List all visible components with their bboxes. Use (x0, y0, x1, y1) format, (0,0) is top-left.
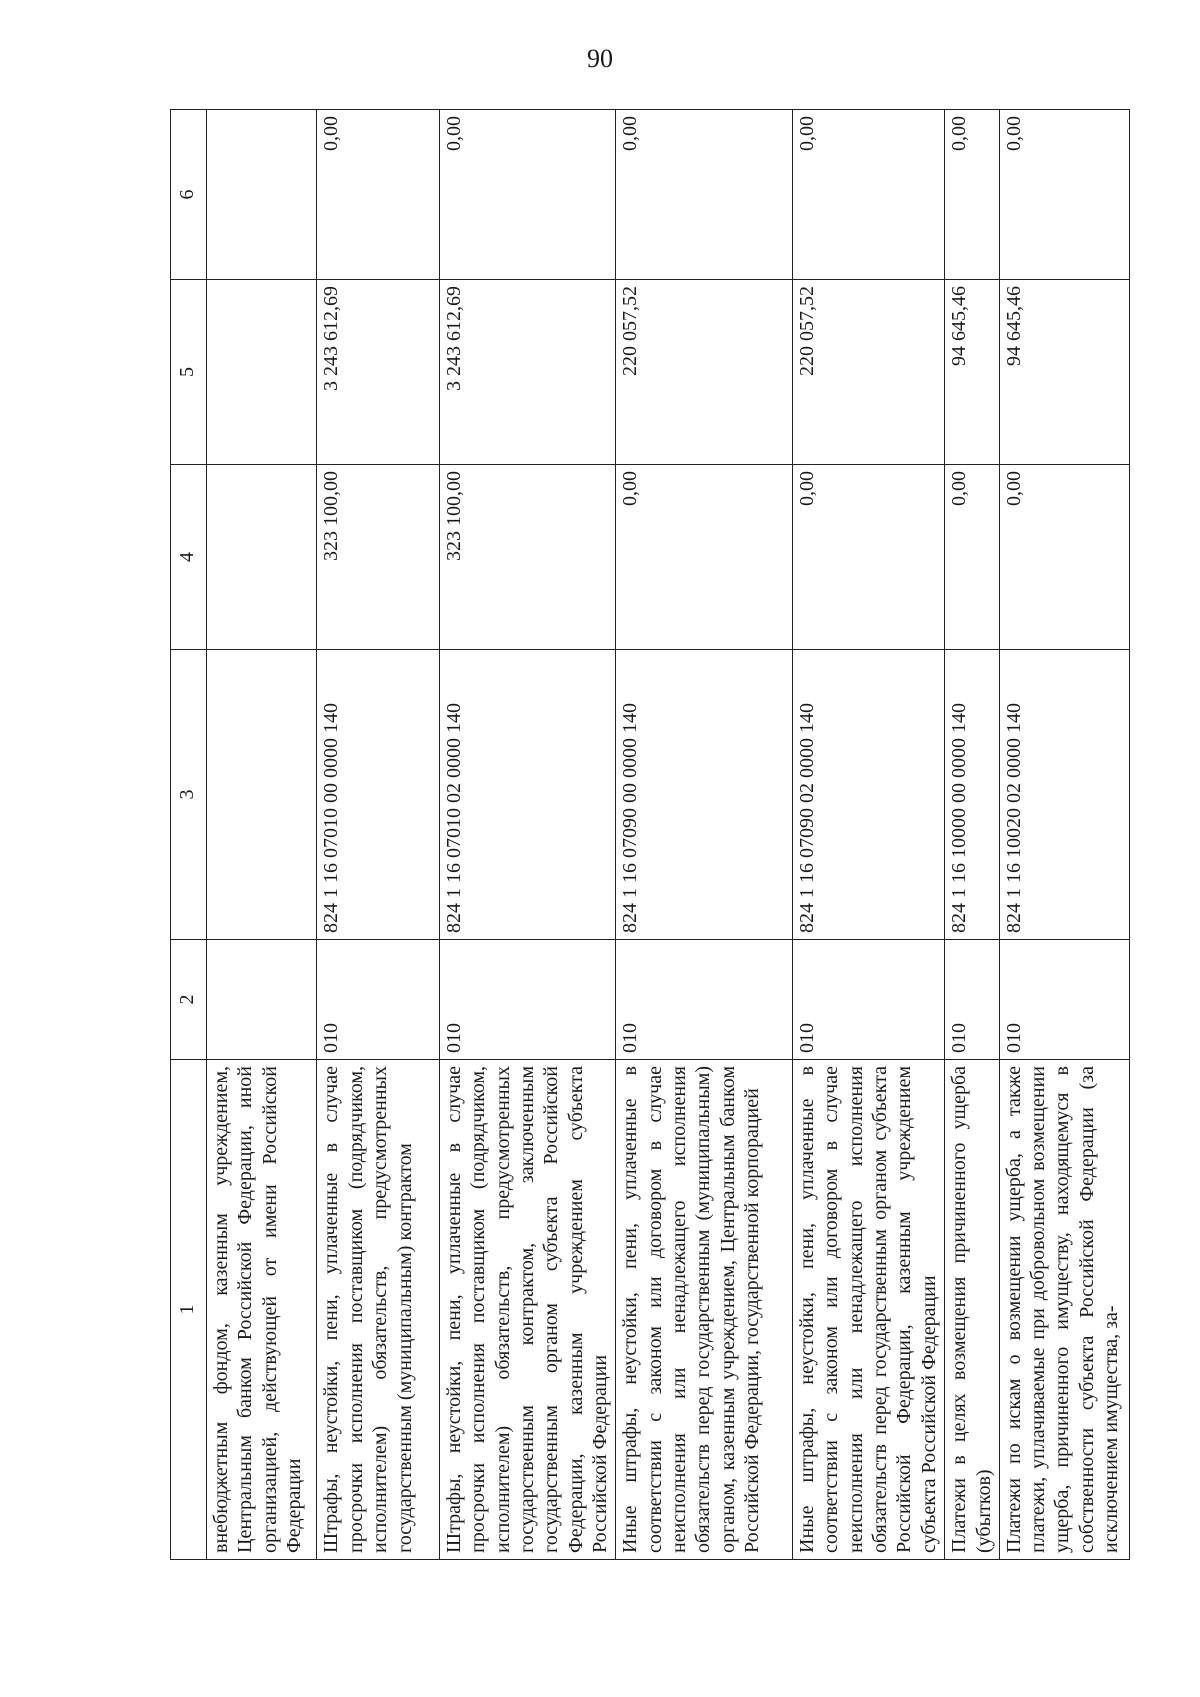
row-value-col6: 0,00 (999, 110, 1129, 280)
row-value-col5: 94 645,46 (999, 280, 1129, 465)
header-col-3: 3 (171, 650, 207, 940)
header-col-5: 5 (171, 280, 207, 465)
row-value-col6: 0,00 (317, 110, 439, 280)
row-line-code (207, 940, 317, 1060)
row-line-code: 010 (945, 940, 999, 1060)
row-value-col5: 3 243 612,69 (317, 280, 439, 465)
row-value-col4: 0,00 (999, 465, 1129, 650)
table-row (999, 110, 1129, 1560)
row-line-code: 010 (616, 940, 793, 1060)
row-value-col4: 0,00 (616, 465, 793, 650)
row-description: Иные штрафы, неустойки, пени, уплаченные в соответствии с законом или договором в случае неисполнения или ненадлежащего исполнения обязательств перед государственным органом субъекта Российской Федерации, казенным учреждением субъекта Российской Федерации (792, 1060, 944, 1560)
table-row (616, 110, 793, 1560)
row-value-col6: 0,00 (792, 110, 944, 280)
row-budget-code: 824 1 16 07090 00 0000 140 (616, 650, 793, 940)
row-value-col6 (207, 110, 317, 280)
row-value-col4: 0,00 (945, 465, 999, 650)
row-line-code: 010 (792, 940, 944, 1060)
row-budget-code: 824 1 16 10020 02 0000 140 (999, 650, 1129, 940)
rotated-table-container (170, 110, 1130, 1560)
row-value-col4: 323 100,00 (317, 465, 439, 650)
row-value-col5: 220 057,52 (616, 280, 793, 465)
header-col-2: 2 (171, 940, 207, 1060)
row-budget-code: 824 1 16 07090 02 0000 140 (792, 650, 944, 940)
header-col-1: 1 (171, 1060, 207, 1560)
row-budget-code: 824 1 16 10000 00 0000 140 (945, 650, 999, 940)
header-row (171, 110, 207, 1560)
page-number: 90 (587, 44, 613, 73)
table-row (945, 110, 999, 1560)
row-budget-code: 824 1 16 07010 00 0000 140 (317, 650, 439, 940)
table-row (439, 110, 616, 1560)
table-row (792, 110, 944, 1560)
revenue-table (170, 109, 1130, 1560)
row-value-col4: 323 100,00 (439, 465, 616, 650)
row-description: Иные штрафы, неустойки, пени, уплаченные в соответствии с законом или договором в случае неисполнения или ненадлежащего исполнения обязательств перед государственным (муниципальным) органом, казенным учреждением, Центральным банком Российской Федерации, государственной корпорацией (616, 1060, 793, 1560)
row-value-col6: 0,00 (945, 110, 999, 280)
table-row (317, 110, 439, 1560)
header-col-4: 4 (171, 465, 207, 650)
row-value-col5: 3 243 612,69 (439, 280, 616, 465)
row-value-col5: 220 057,52 (792, 280, 944, 465)
header-col-6: 6 (171, 110, 207, 280)
row-description: внебюджетным фондом, казенным учреждением, Центральным банком Российской Федерации, иной организацией, действующей от имени Российской Федерации (207, 1060, 317, 1560)
table-row (207, 110, 317, 1560)
row-value-col4: 0,00 (792, 465, 944, 650)
row-line-code: 010 (439, 940, 616, 1060)
row-value-col4 (207, 465, 317, 650)
row-line-code: 010 (317, 940, 439, 1060)
row-description: Платежи в целях возмещения причиненного ущерба (убытков) (945, 1060, 999, 1560)
row-value-col6: 0,00 (439, 110, 616, 280)
row-description: Платежи по искам о возмещении ущерба, а также платежи, уплачиваемые при добровольном возмещении ущерба, причиненного имуществу, находящемуся в собственности субъекта Российской Федерации (за исключением имущества, за- (999, 1060, 1129, 1560)
row-value-col5 (207, 280, 317, 465)
row-budget-code: 824 1 16 07010 02 0000 140 (439, 650, 616, 940)
row-value-col5: 94 645,46 (945, 280, 999, 465)
row-budget-code (207, 650, 317, 940)
row-description: Штрафы, неустойки, пени, уплаченные в случае просрочки исполнения поставщиком (подрядчиком, исполнителем) обязательств, предусмотренных государственным контрактом, заключенным государственным органом субъекта Российской Федерации, казенным учреждением субъекта Российской Федерации (439, 1060, 616, 1560)
row-value-col6: 0,00 (616, 110, 793, 280)
row-line-code: 010 (999, 940, 1129, 1060)
row-description: Штрафы, неустойки, пени, уплаченные в случае просрочки исполнения поставщиком (подрядчиком, исполнителем) обязательств, предусмотренных государственным (муниципальным) контрактом (317, 1060, 439, 1560)
